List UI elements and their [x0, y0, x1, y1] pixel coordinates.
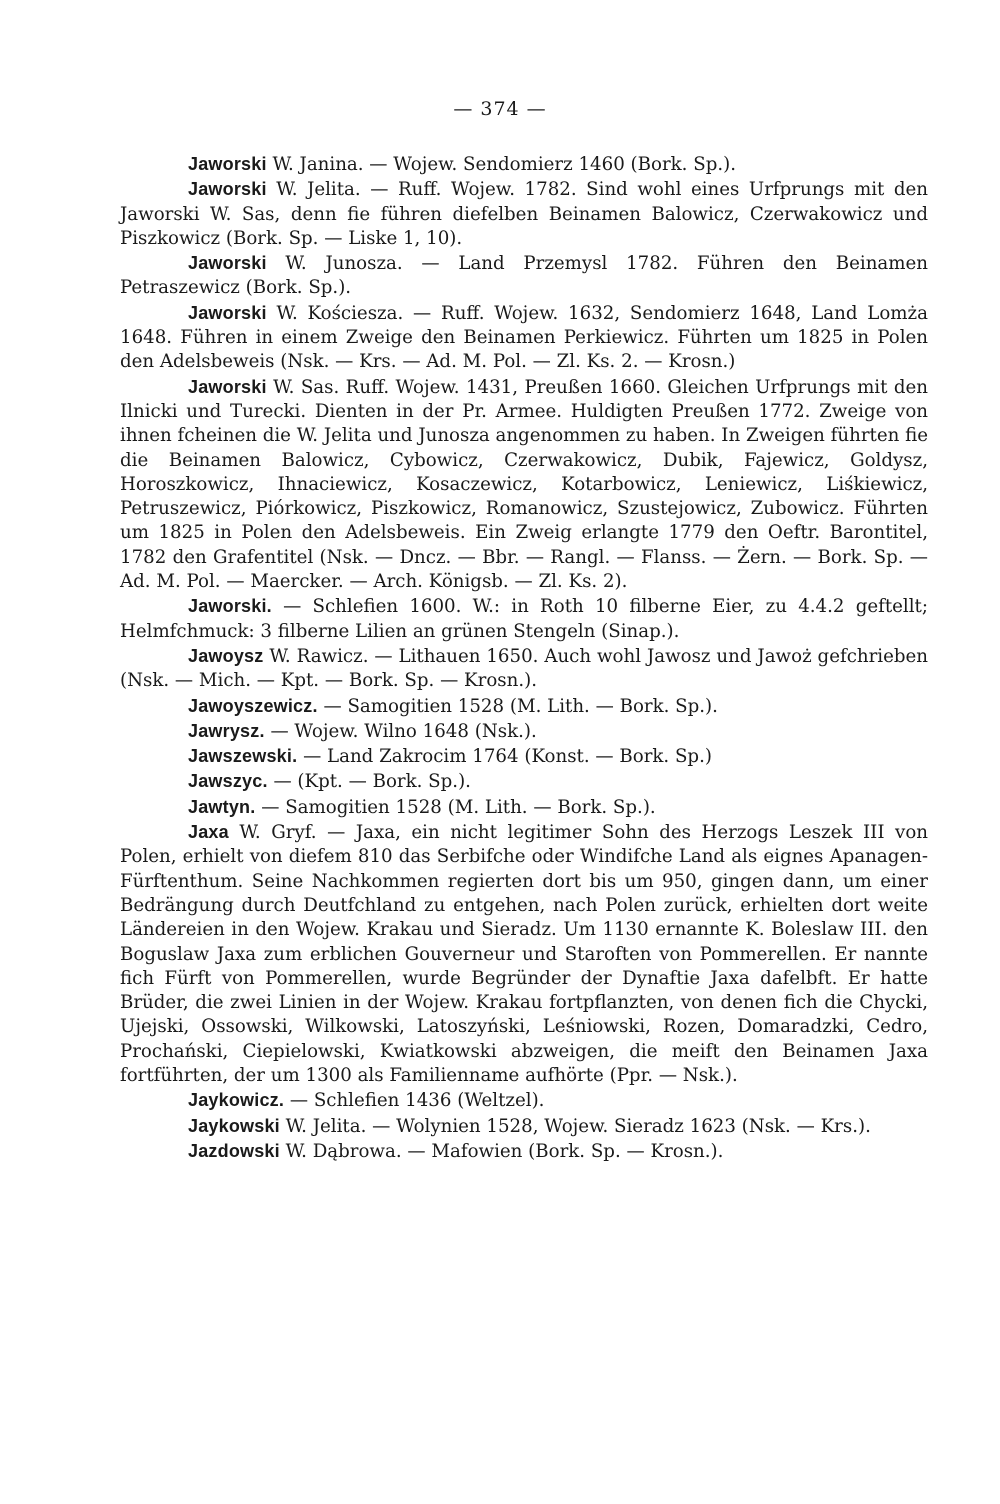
- entry-headword: Jawszewski.: [188, 746, 298, 767]
- entry-list: [120, 152, 928, 1164]
- entry: [120, 177, 928, 251]
- entry: [120, 694, 928, 719]
- entry-headword: Jawoyszewicz.: [188, 695, 318, 716]
- entry: [120, 769, 928, 794]
- entry: [120, 820, 928, 1088]
- entry-text: — Schlefien 1600. W.: in Roth 10 filberne Eier, zu 4.4.2 geftellt; Helmfchmuck: 3 filberne Lilien an grünen Stengeln (Sinap.).: [120, 596, 928, 642]
- entry-text: W. Rawicz. — Lithauen 1650. Auch wohl Jawosz und Jawoż gefchrieben (Nsk. — Mich. — Kpt. — Bork. Sp. — Krosn.).: [120, 645, 928, 692]
- entry: [120, 719, 928, 744]
- entry-text: W. Junosza. — Land Przemysl 1782. Führen den Beinamen Petraszewicz (Bork. Sp.).: [120, 253, 928, 299]
- entry-headword: Jawrysz.: [188, 720, 265, 741]
- entry: [120, 594, 928, 644]
- entry-text: — (Kpt. — Bork. Sp.).: [273, 771, 471, 793]
- entry-text: W. Jelita. — Ruff. Wojew. 1782. Sind wohl eines Urfprungs mit den Jaworski W. Sas, denn fie führen diefelben Beinamen Balowicz, Czerwakowicz und Piszkowicz (Bork. Sp. — Liske 1, 10).: [120, 179, 928, 249]
- entry-headword: Jaxa: [188, 822, 229, 843]
- entry-headword: Jaykowicz.: [188, 1090, 285, 1111]
- entry-text: — Wojew. Wilno 1648 (Nsk.).: [270, 720, 537, 742]
- entry-text: W. Sas. Ruff. Wojew. 1431, Preußen 1660. Gleichen Urfprungs mit den Ilnicki und Turecki. Dienten in der Pr. Armee. Huldigten Preußen 1772. Zweige von ihnen fcheinen die W. Jelita und Junosza angenommen zu haben. In Zweigen führten fie die Beinamen Balowicz, Cybowicz, Czerwakowicz, Dubik, Fajewicz, Goldysz, Horoszkowicz, Ihnaciewicz, Kosaczewicz, Kotarbowicz, Leniewicz, Liśkiewicz, Petruszewicz, Piórkowicz, Piszkowicz, Romanowicz, Szustejowicz, Zubowicz. Führten um 1825 in Polen den Adelsbeweis. Ein Zweig erlangte 1779 den Oeftr. Barontitel, 1782 den Grafentitel (Nsk. — Dncz. — Bbr. — Rangl. — Flanss. — Żern. — Bork. Sp. — Ad. M. Pol. — Maercker. — Arch. Königsb. — Zl. Ks. 2).: [120, 376, 928, 593]
- entry-text: — Schlefien 1436 (Weltzel).: [289, 1090, 545, 1112]
- entry: [120, 1088, 928, 1113]
- entry: [120, 644, 928, 694]
- entry-headword: Jaykowski: [188, 1115, 280, 1136]
- page-number: — 374 —: [453, 98, 547, 120]
- entry: [120, 152, 928, 177]
- entry-headword: Jawszyc.: [188, 771, 268, 792]
- entry-headword: Jawtyn.: [188, 796, 256, 817]
- entry: [120, 251, 928, 301]
- entry-text: — Samogitien 1528 (M. Lith. — Bork. Sp.).: [261, 796, 656, 818]
- entry-text: W. Gryf. — Jaxa, ein nicht legitimer Sohn des Herzogs Leszek III von Polen, erhielt von diefem 810 das Serbifche oder Windifche Land als eignes Apanagen-Fürftenthum. Seine Nachkommen regierten dort bis um 950, gingen dann, um einer Bedrängung durch Deutfchland zu entgehen, nach Polen zurück, erhielten dort weite Ländereien in den Wojew. Krakau und Sieradz. Um 1130 ernannte K. Boleslaw III. den Boguslaw Jaxa zum erblichen Gouverneur und Staroften von Pommerellen. Er nannte fich Fürft von Pommerellen, wurde Begründer der Dynaftie Jaxa dafelbft. Er hatte Brüder, die zwei Linien in der Wojew. Krakau fortpflanzten, von denen fich die Chycki, Ujejski, Ossowski, Wilkowski, Latoszyński, Leśniowski, Rozen, Domaradzki, Cedro, Prochański, Ciepielowski, Kwiatkowski abzweigen, die meift den Beinamen Jaxa fortführten, der um 1300 als Familienname aufhörte (Ppr. — Nsk.).: [120, 822, 928, 1086]
- entry-text: W. Janina. — Wojew. Sendomierz 1460 (Bork. Sp.).: [272, 154, 736, 175]
- entry: [120, 301, 928, 375]
- entry: [120, 744, 928, 769]
- entry-text: — Samogitien 1528 (M. Lith. — Bork. Sp.).: [323, 695, 718, 717]
- entry-headword: Jaworski: [188, 376, 267, 397]
- entry-headword: Jaworski: [188, 253, 267, 274]
- entry-text: W. Jelita. — Wolynien 1528, Wojew. Sieradz 1623 (Nsk. — Krs.).: [285, 1115, 871, 1137]
- entry-text: W. Kościesza. — Ruff. Wojew. 1632, Sendomierz 1648, Land Lomża 1648. Führen in einem Zweige den Beinamen Perkiewicz. Führten um 1825 in Polen den Adelsbeweis (Nsk. — Krs. — Ad. M. Pol. — Zl. Ks. 2. — Krosn.): [120, 302, 928, 373]
- entry: [120, 1114, 928, 1139]
- entry-headword: Jazdowski: [188, 1140, 280, 1161]
- entry: [120, 375, 928, 595]
- entry: [120, 795, 928, 820]
- entry-headword: Jawoysz: [188, 645, 264, 666]
- entry-headword: Jaworski: [188, 154, 267, 174]
- entry-headword: Jaworski: [188, 302, 267, 323]
- entry-headword: Jaworski: [188, 179, 267, 200]
- entry-text: W. Dąbrowa. — Mafowien (Bork. Sp. — Krosn.).: [285, 1140, 724, 1162]
- entry: [120, 1139, 928, 1164]
- entry-text: — Land Zakrocim 1764 (Konst. — Bork. Sp.): [303, 746, 712, 768]
- entry-headword: Jaworski.: [188, 596, 272, 617]
